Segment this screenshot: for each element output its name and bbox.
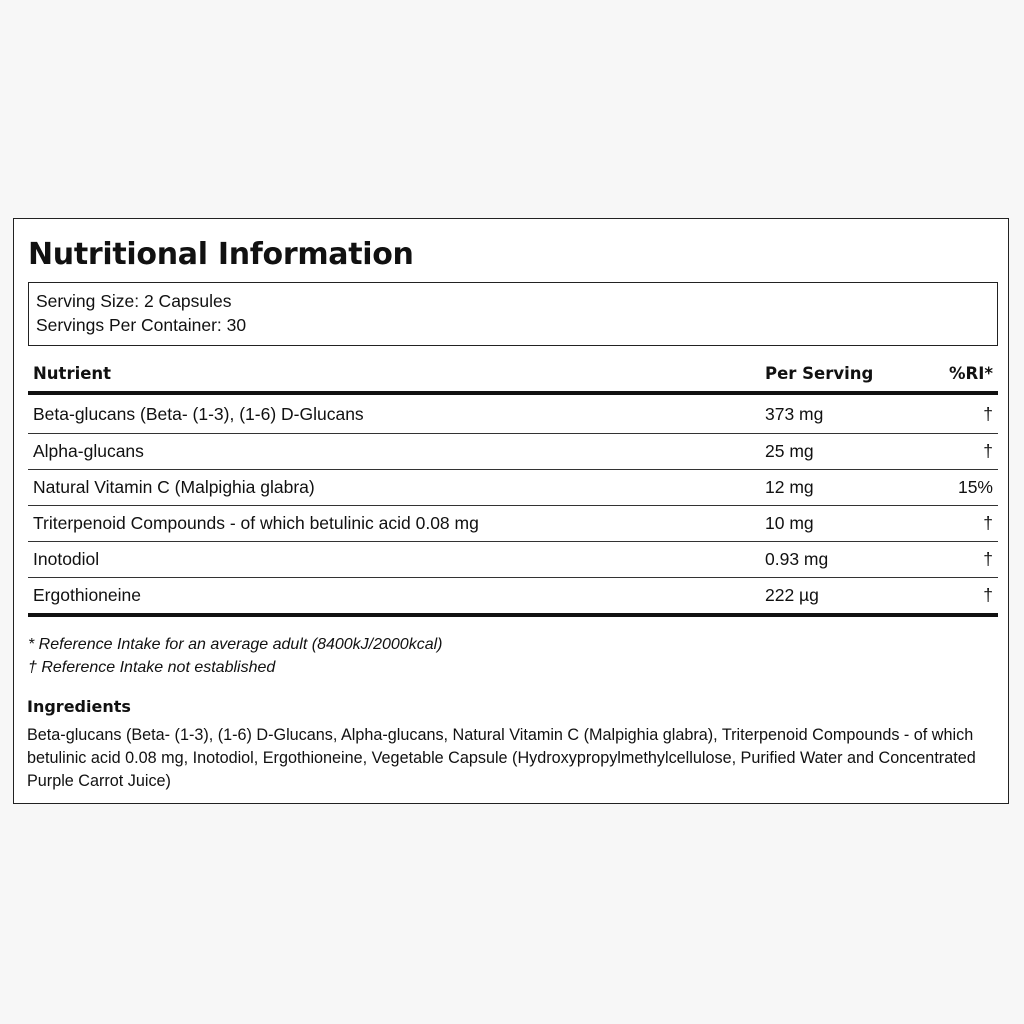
nutrient-amount: 373 mg <box>760 393 920 434</box>
nutrient-amount: 25 mg <box>760 434 920 470</box>
table-row <box>28 470 998 506</box>
nutrient-name: Inotodiol <box>28 542 760 578</box>
nutrient-name: Ergothioneine <box>28 578 760 616</box>
nutrient-ri: † <box>920 434 998 470</box>
nutrition-panel <box>13 218 1009 804</box>
ingredients-heading: Ingredients <box>27 697 131 716</box>
table-row <box>28 434 998 470</box>
table-row <box>28 578 998 616</box>
footnote-reference-intake: * Reference Intake for an average adult (8400kJ/2000kcal) <box>28 636 443 653</box>
serving-info-box <box>28 282 998 346</box>
header-per-serving: Per Serving <box>760 355 920 393</box>
nutrient-amount: 0.93 mg <box>760 542 920 578</box>
nutrient-ri: † <box>920 506 998 542</box>
page-title: Nutritional Information <box>28 237 414 272</box>
nutrient-name: Natural Vitamin C (Malpighia glabra) <box>28 470 760 506</box>
table-row <box>28 393 998 434</box>
nutrient-amount: 12 mg <box>760 470 920 506</box>
nutrient-name: Triterpenoid Compounds - of which betulinic acid 0.08 mg <box>28 506 760 542</box>
nutrient-ri: † <box>920 578 998 616</box>
table-header-row <box>28 355 998 393</box>
serving-size: Serving Size: 2 Capsules <box>36 291 232 311</box>
footnote-not-established: † Reference Intake not established <box>28 659 276 676</box>
table-row <box>28 542 998 578</box>
ingredients-text: Beta-glucans (Beta- (1-3), (1-6) D-Glucans, Alpha-glucans, Natural Vitamin C (Malpighia glabra), Triterpenoid Compounds - of which betulinic acid 0.08 mg, Inotodiol, Ergothioneine, Vegetable Capsule (Hydroxypropylmethylcellulose, Purified Water and Concentrated Purple Carrot Juice) <box>27 726 976 790</box>
header-nutrient: Nutrient <box>28 355 760 393</box>
nutrient-ri: † <box>920 393 998 434</box>
footnotes <box>28 633 442 679</box>
header-ri: %RI* <box>920 355 998 393</box>
nutrient-ri: † <box>920 542 998 578</box>
nutrient-table <box>28 355 998 617</box>
nutrient-ri: 15% <box>920 470 998 506</box>
nutrient-amount: 222 µg <box>760 578 920 616</box>
nutrient-name: Alpha-glucans <box>28 434 760 470</box>
nutrient-name: Beta-glucans (Beta- (1-3), (1-6) D-Glucans <box>28 393 760 434</box>
table-row <box>28 506 998 542</box>
nutrient-amount: 10 mg <box>760 506 920 542</box>
servings-per-container: Servings Per Container: 30 <box>36 315 247 335</box>
